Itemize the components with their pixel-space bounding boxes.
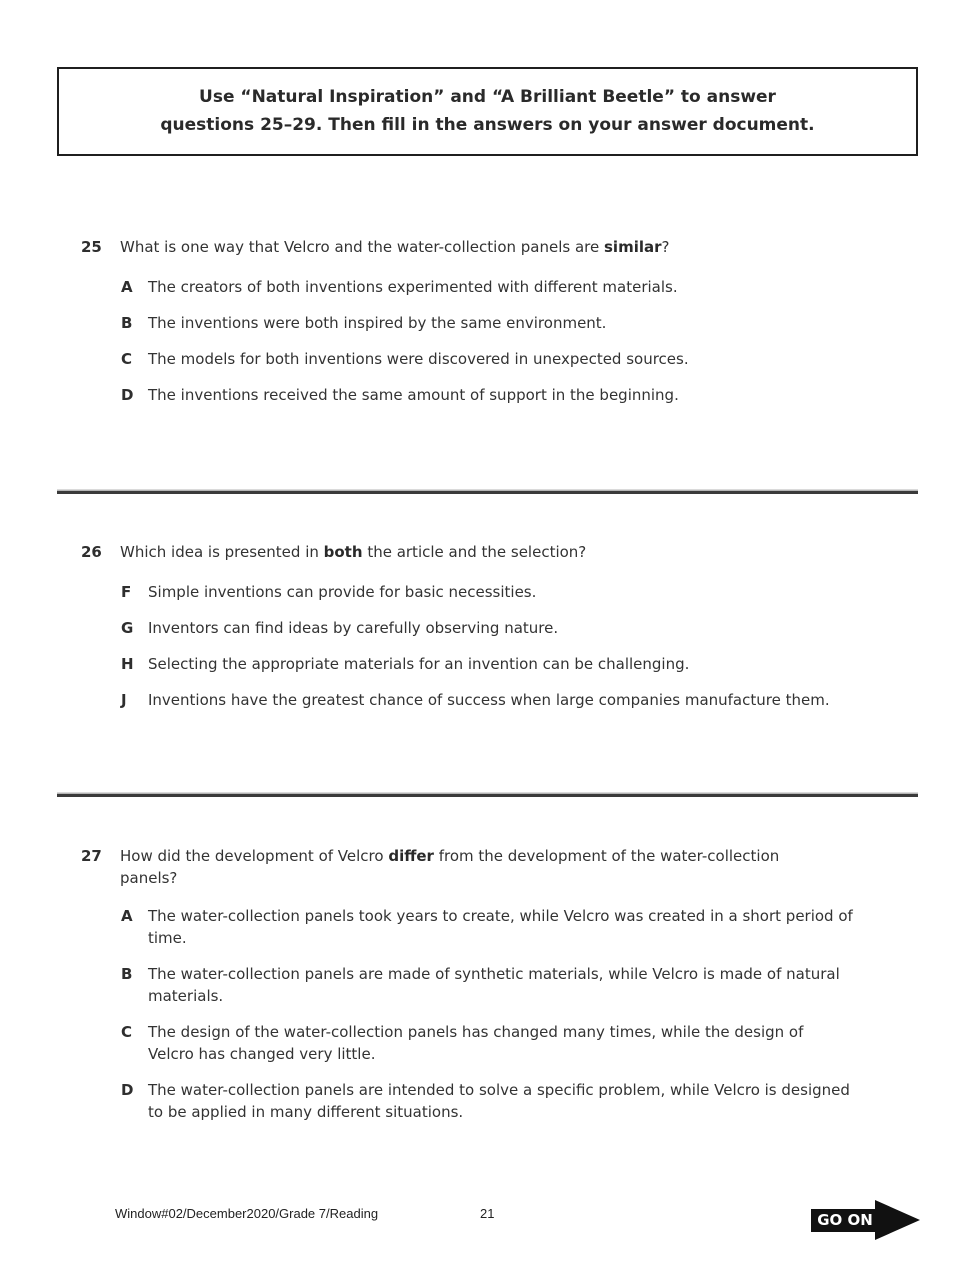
option-text: The water-collection panels are made of synthetic materials, while Velcro is made of natural materials.: [148, 965, 840, 1005]
section-divider: [57, 794, 918, 797]
option-row: [57, 617, 918, 639]
option-text: Selecting the appropriate materials for an invention can be challenging.: [148, 655, 690, 673]
question-stem: [120, 541, 586, 563]
option-letter: A: [121, 278, 133, 296]
go-on-badge: [811, 1198, 923, 1240]
option-row: [57, 312, 918, 334]
option-row: [57, 276, 918, 298]
instruction-line-2: questions 25–29. Then fill in the answers on your answer document.: [160, 115, 815, 135]
option-text: The inventions were both inspired by the same environment.: [148, 314, 607, 332]
option-letter: D: [121, 1081, 134, 1099]
option-text: The water-collection panels took years to create, while Velcro was created in a short period of time.: [148, 907, 853, 947]
go-on-arrow-icon: [875, 1200, 920, 1240]
option-letter: J: [121, 691, 127, 709]
stem-text: Which idea is presented in: [120, 543, 324, 561]
option-text: The models for both inventions were discovered in unexpected sources.: [148, 350, 689, 368]
stem-text: the article and the selection?: [362, 543, 587, 561]
question-27: [57, 845, 918, 1123]
question-stem: [120, 236, 669, 258]
question-number: 27: [81, 847, 102, 865]
go-on-label: GO ON: [811, 1209, 879, 1232]
stem-emphasis: similar: [604, 238, 662, 256]
question-number: 26: [81, 543, 102, 561]
options-list: [57, 905, 918, 1123]
option-letter: A: [121, 907, 133, 925]
question-number: 25: [81, 238, 102, 256]
option-text: Inventions have the greatest chance of success when large companies manufacture them.: [148, 691, 830, 709]
option-letter: B: [121, 965, 133, 983]
option-letter: B: [121, 314, 133, 332]
section-divider: [57, 491, 918, 494]
option-letter: C: [121, 350, 133, 368]
stem-text: ?: [661, 238, 670, 256]
option-letter: C: [121, 1023, 133, 1041]
footer-page-number: 21: [480, 1206, 495, 1221]
option-letter: G: [121, 619, 134, 637]
option-row: [57, 689, 918, 711]
option-text: Inventors can find ideas by carefully observing nature.: [148, 619, 559, 637]
option-row: [57, 963, 918, 1007]
option-letter: F: [121, 583, 132, 601]
question-26: [57, 541, 918, 711]
option-row: [57, 348, 918, 370]
question-25: [57, 236, 918, 406]
option-text: Simple inventions can provide for basic necessities.: [148, 583, 537, 601]
stem-emphasis: both: [323, 543, 363, 561]
option-letter: H: [121, 655, 134, 673]
option-row: [57, 581, 918, 603]
footer-document-code: Window#02/December2020/Grade 7/Reading: [115, 1206, 379, 1221]
option-row: [57, 1079, 918, 1123]
stem-text: What is one way that Velcro and the water-collection panels are: [120, 238, 604, 256]
instruction-line-1: Use “Natural Inspiration” and “A Brilliant Beetle” to answer: [199, 87, 776, 107]
stem-text: from the development of the water-collection panels?: [120, 847, 780, 887]
option-text: The design of the water-collection panels has changed many times, while the design of Velcro has changed very little.: [148, 1023, 804, 1063]
option-text: The inventions received the same amount of support in the beginning.: [148, 386, 679, 404]
option-row: [57, 653, 918, 675]
option-text: The creators of both inventions experimented with different materials.: [148, 278, 678, 296]
stem-emphasis: differ: [388, 847, 434, 865]
option-row: [57, 1021, 918, 1065]
stem-text: How did the development of Velcro: [120, 847, 389, 865]
instruction-box: [57, 67, 918, 156]
option-text: The water-collection panels are intended to solve a specific problem, while Velcro is designed to be applied in many different situations.: [148, 1081, 850, 1121]
options-list: [57, 276, 918, 406]
option-row: [57, 905, 918, 949]
option-row: [57, 384, 918, 406]
question-stem: [120, 845, 835, 889]
options-list: [57, 581, 918, 711]
option-letter: D: [121, 386, 134, 404]
